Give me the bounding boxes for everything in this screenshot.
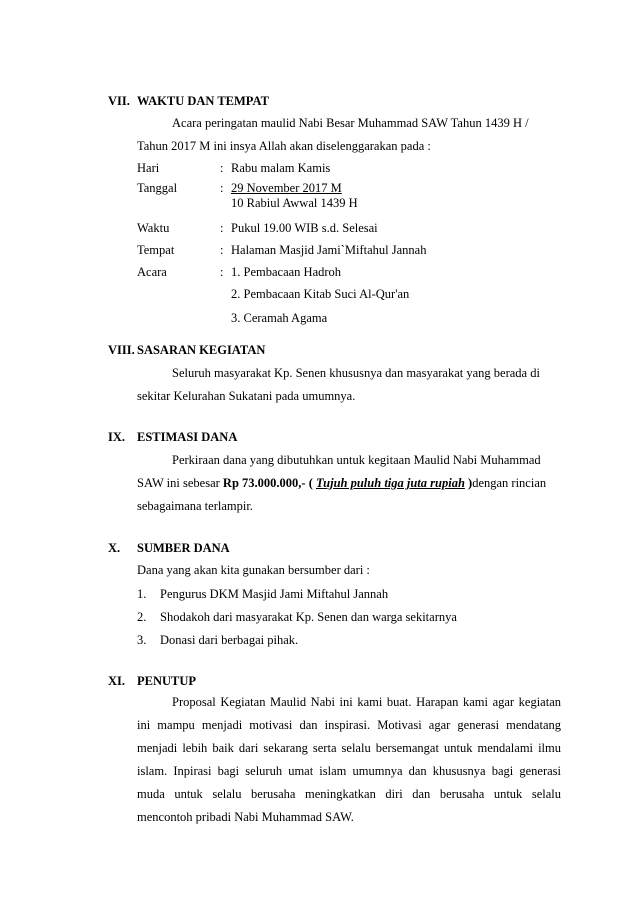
list-item-text: Donasi dari berbagai pihak. <box>160 633 299 647</box>
section-xi-number: XI. <box>108 674 126 688</box>
row-label-acara: Acara <box>137 265 167 279</box>
section-viii-title: SASARAN KEGIATAN <box>137 343 266 357</box>
list-item-text: Shodakoh dari masyarakat Kp. Senen dan warga sekitarnya <box>160 610 457 624</box>
row-value-tanggal: 29 November 2017 M <box>231 181 342 195</box>
section-vii-title: WAKTU DAN TEMPAT <box>137 94 269 108</box>
section-viii-para-line1: Seluruh masyarakat Kp. Senen khususnya dan masyarakat yang berada di <box>172 366 540 380</box>
section-viii-number: VIII. <box>108 343 135 357</box>
estimasi-amount: Rp 73.000.000,- ( <box>222 476 316 490</box>
row-label-tanggal: Tanggal <box>137 181 178 195</box>
section-ix-number: IX. <box>108 430 126 444</box>
acara-item-1: 1. Pembacaan Hadroh <box>231 265 342 279</box>
row-colon: : <box>220 181 224 195</box>
section-vii-para-line2: Tahun 2017 M ini insya Allah akan diselenggarakan pada : <box>137 139 431 153</box>
section-x-intro: Dana yang akan kita gunakan bersumber dari : <box>137 563 370 577</box>
penutup-line-1: Proposal Kegiatan Maulid Nabi ini kami buat. Harapan kami agar kegiatan <box>172 695 561 709</box>
row-value-tempat: Halaman Masjid Jami`Miftahul Jannah <box>231 243 427 257</box>
section-x-number: X. <box>108 541 121 555</box>
estimasi-tail: dengan rincian <box>472 476 547 490</box>
row-value-tanggal-hijri: 10 Rabiul Awwal 1439 H <box>231 196 358 210</box>
estimasi-amount-words: Tujuh puluh tiga juta rupiah <box>315 476 465 490</box>
row-colon: : <box>220 221 224 235</box>
acara-item-3: 3. Ceramah Agama <box>231 311 328 325</box>
estimasi-close-paren: ) <box>464 476 473 490</box>
list-item-number: 3. <box>137 633 147 647</box>
penutup-line-4: islam. Inpirasi bagi seluruh umat islam umumnya dan khususnya bagi generasi <box>137 764 561 778</box>
section-ix-para-line3: sebagaimana terlampir. <box>137 499 253 513</box>
row-colon: : <box>220 161 224 175</box>
list-item-text: Pengurus DKM Masjid Jami Miftahul Jannah <box>160 587 389 601</box>
section-x-title: SUMBER DANA <box>137 541 230 555</box>
section-xi-title: PENUTUP <box>137 674 197 688</box>
section-vii-number: VII. <box>108 94 130 108</box>
row-colon: : <box>220 243 224 257</box>
section-ix-para-line2 <box>137 477 546 490</box>
penutup-line-5: muda untuk selalu berusaha meningkatkan diri dan berusaha untuk selalu <box>137 787 561 801</box>
row-colon: : <box>220 265 224 279</box>
section-ix-title: ESTIMASI DANA <box>137 430 238 444</box>
row-label-tempat: Tempat <box>137 243 175 257</box>
list-item-number: 2. <box>137 610 147 624</box>
list-item-number: 1. <box>137 587 147 601</box>
row-label-hari: Hari <box>137 161 160 175</box>
penutup-last-line: mencontoh pribadi Nabi Muhammad SAW. <box>137 810 354 824</box>
penutup-line-2: ini mampu menjadi motivasi dan inspirasi. Motivasi agar generasi mendatang <box>137 718 561 732</box>
section-viii-para-line2: sekitar Kelurahan Sukatani pada umumnya. <box>137 389 356 403</box>
acara-item-2: 2. Pembacaan Kitab Suci Al-Qur'an <box>231 287 410 301</box>
section-ix-para-line1: Perkiraan dana yang dibutuhkan untuk kegitaan Maulid Nabi Muhammad <box>172 453 541 467</box>
estimasi-text: SAW ini sebesar <box>137 476 223 490</box>
row-label-waktu: Waktu <box>137 221 170 235</box>
row-value-waktu: Pukul 19.00 WIB s.d. Selesai <box>231 221 378 235</box>
penutup-line-3: menjadi lebih baik dari sekarang serta selalu bersemangat untuk mendalami ilmu <box>137 741 561 755</box>
section-vii-para-line1: Acara peringatan maulid Nabi Besar Muhammad SAW Tahun 1439 H / <box>172 116 529 130</box>
row-value-hari: Rabu malam Kamis <box>231 161 331 175</box>
